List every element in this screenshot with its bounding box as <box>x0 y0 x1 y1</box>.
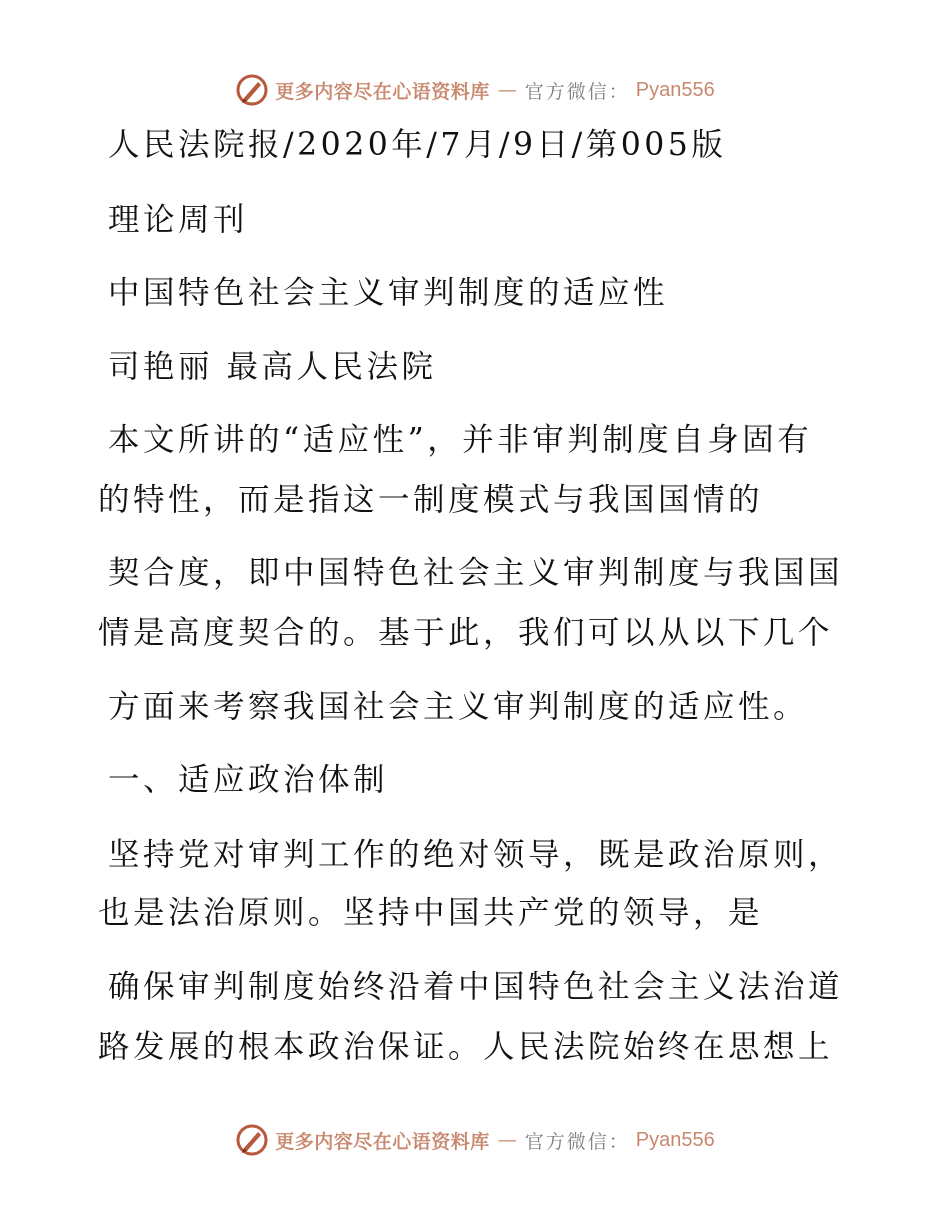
pen-logo-icon <box>235 1123 269 1157</box>
watermark-dash: — <box>497 1129 517 1151</box>
watermark-dash: — <box>497 79 517 101</box>
watermark-wechat-id: Pyan556 <box>635 1128 715 1151</box>
source-line: 人民法院报/2020年/7月/9日/第005版 <box>108 127 727 163</box>
paragraph-line: 契合度，即中国特色社会主义审判制度与我国国 <box>108 555 844 591</box>
paragraph-line: 方面来考察我国社会主义审判制度的适应性。 <box>108 689 809 725</box>
watermark-inner <box>235 73 715 107</box>
watermark-footer <box>0 1120 950 1160</box>
watermark-wechat-id: Pyan556 <box>635 78 715 101</box>
watermark-official-label: 官方微信： <box>524 1130 630 1153</box>
author-line: 司艳丽 最高人民法院 <box>108 349 437 385</box>
article-title: 中国特色社会主义审判制度的适应性 <box>108 275 669 311</box>
paragraph-line: 也是法治原则。坚持中国共产党的领导，是 <box>98 895 764 931</box>
watermark-official-label: 官方微信： <box>524 80 630 103</box>
paragraph-line: 的特性，而是指这一制度模式与我国国情的 <box>98 482 764 518</box>
watermark-text: 更多内容尽在心语资料库 <box>275 1130 490 1153</box>
watermark-text: 更多内容尽在心语资料库 <box>275 80 490 103</box>
paragraph-line: 情是高度契合的。基于此，我们可以从以下几个 <box>98 615 834 651</box>
paragraph-line: 确保审判制度始终沿着中国特色社会主义法治道 <box>108 969 844 1005</box>
watermark-inner <box>235 1123 715 1157</box>
section-heading: 一、适应政治体制 <box>108 762 389 798</box>
watermark-header <box>0 70 950 110</box>
paragraph-line: 坚持党对审判工作的绝对领导，既是政治原则， <box>108 837 844 873</box>
pen-logo-icon <box>235 73 269 107</box>
paragraph-line: 路发展的根本政治保证。人民法院始终在思想上 <box>98 1029 834 1065</box>
column-name: 理论周刊 <box>108 202 249 238</box>
paragraph-line: 本文所讲的“适应性”，并非审判制度自身固有 <box>108 422 813 458</box>
